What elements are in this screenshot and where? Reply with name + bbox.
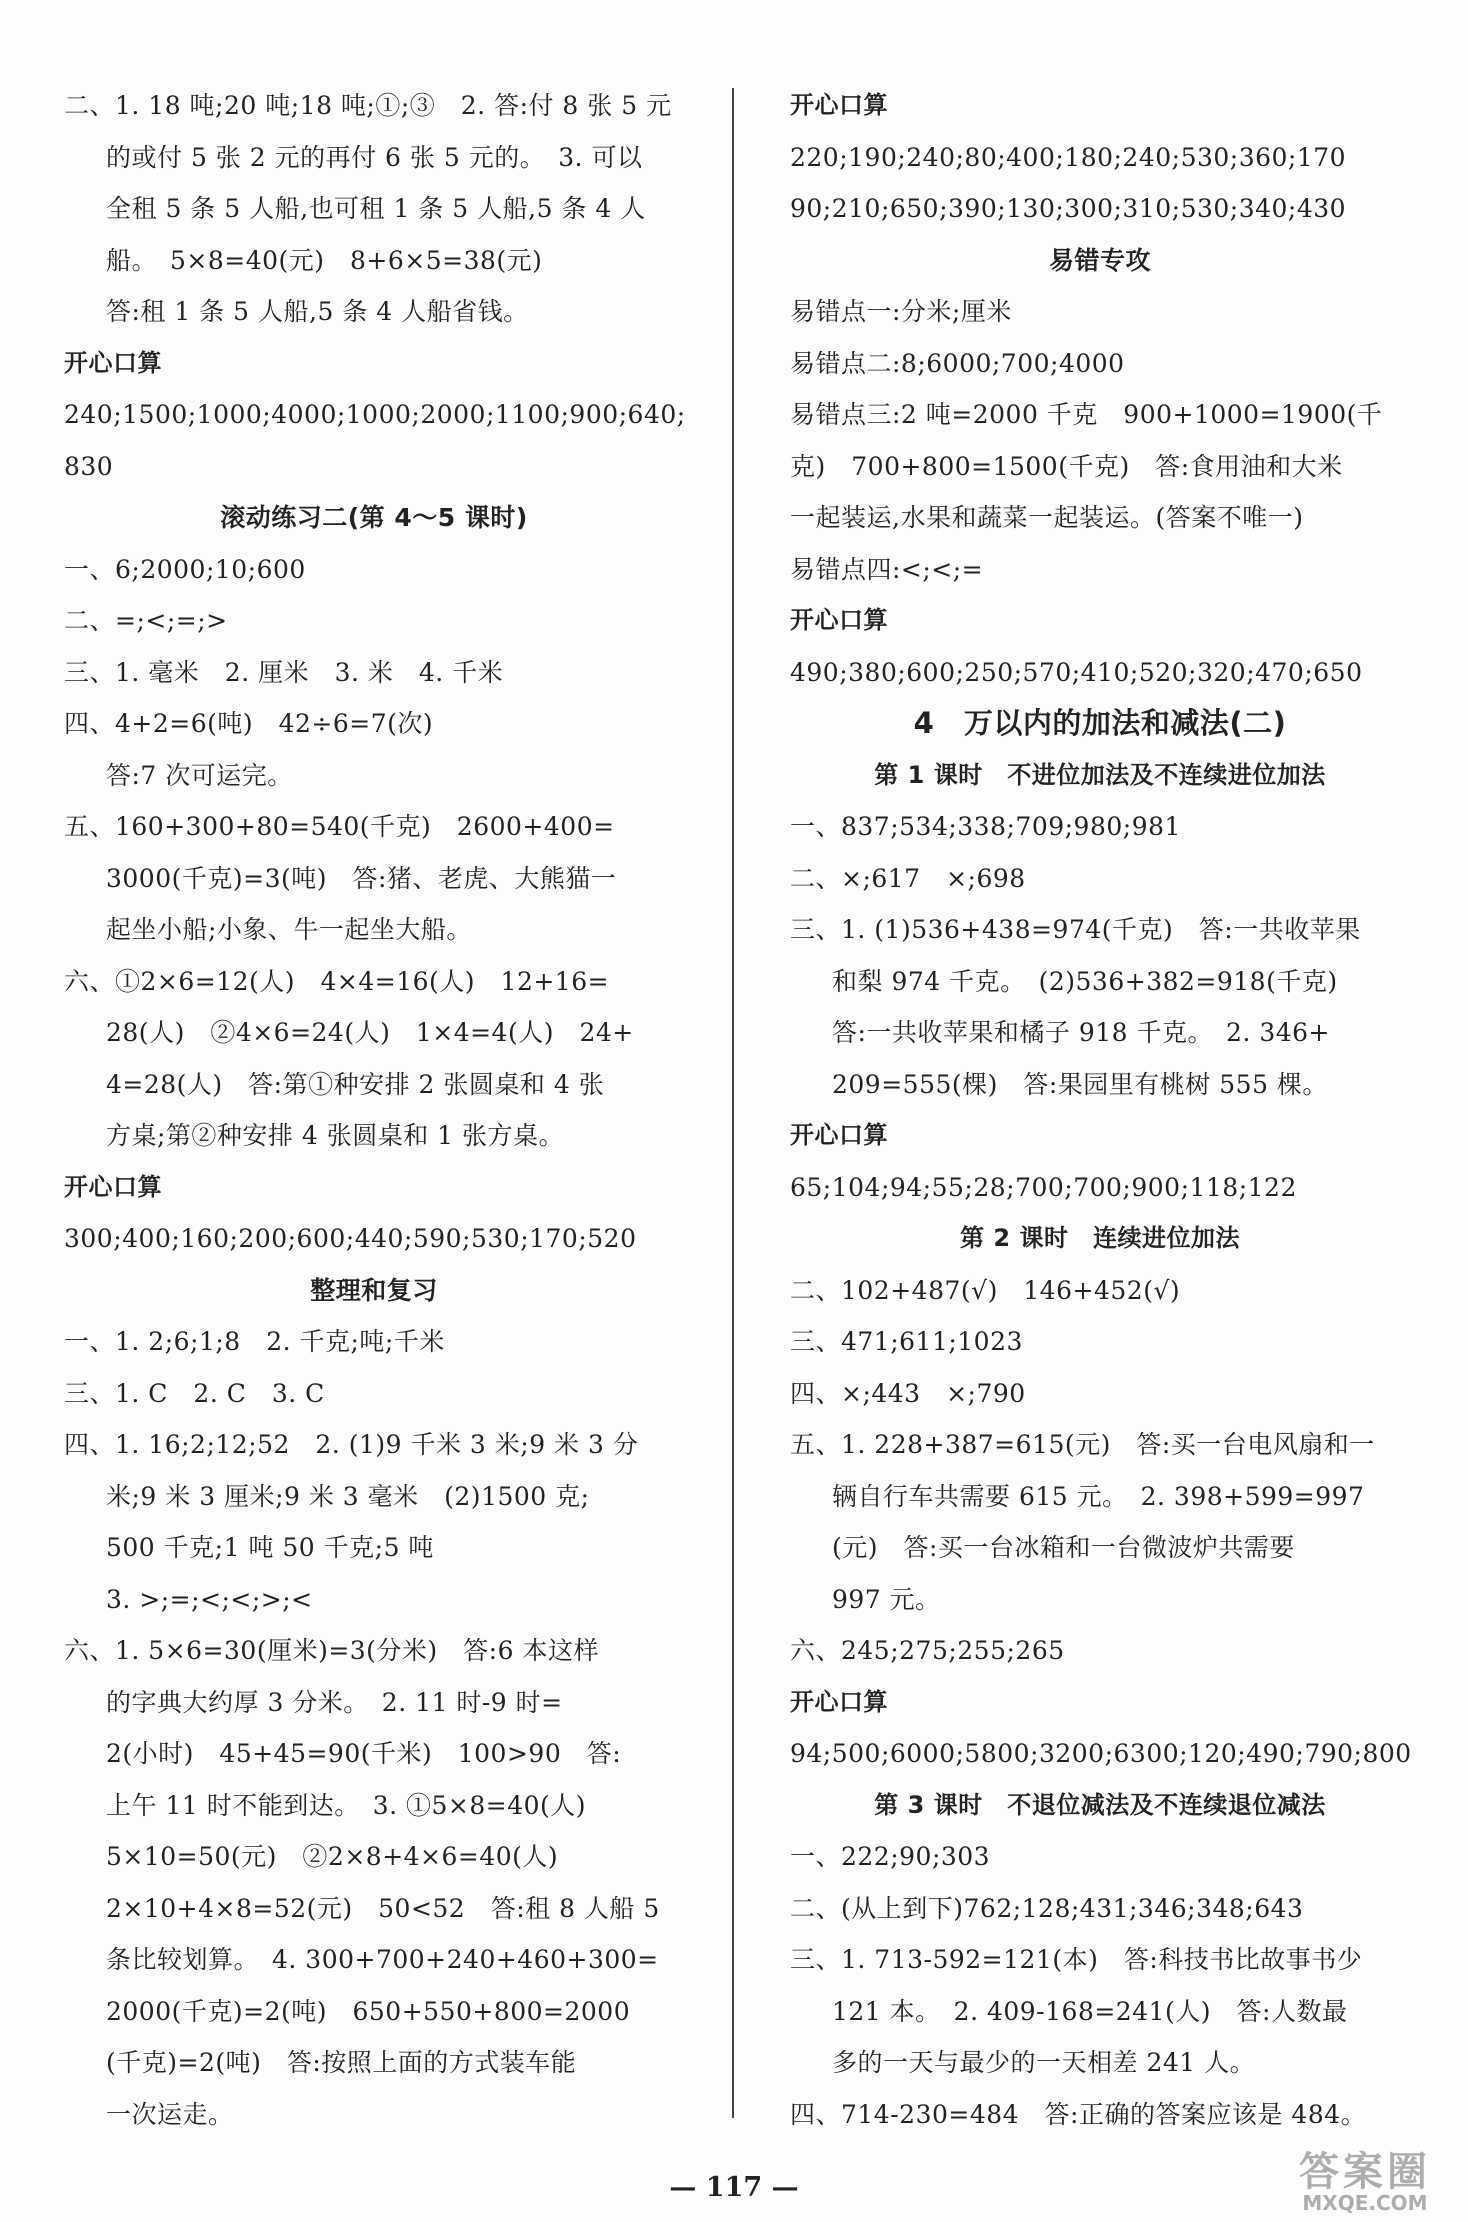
text-line: 一起装运,水果和蔬菜一起装运。(答案不唯一) [790, 503, 1304, 532]
text-line: 一、6;2000;10;600 [64, 554, 306, 584]
text-line: 300;400;160;200;600;440;590;530;170;520 [64, 1224, 637, 1253]
text-line: 多的一天与最少的一天相差 241 人。 [832, 2048, 1256, 2077]
section-title: 易错专攻 [1048, 245, 1151, 275]
text-line: 四、4+2=6(吨) 42÷6=7(次) [64, 709, 434, 738]
text-line: 二、1. 18 吨;20 吨;18 吨;①;③ 2. 答:付 8 张 5 元 [64, 91, 672, 120]
text-line: 易错点一:分米;厘米 [790, 297, 1012, 326]
text-line: 500 千克;1 吨 50 千克;5 吨 [106, 1533, 434, 1562]
column-divider [732, 88, 734, 2118]
text-line: 四、1. 16;2;12;52 2. (1)9 千米 3 米;9 米 3 分 [64, 1430, 639, 1459]
text-line: 4=28(人) 答:第①种安排 2 张圆桌和 4 张 [106, 1069, 605, 1099]
text-line: 3. >;=;<;<;>;< [106, 1584, 313, 1614]
text-line: 二、=;<;=;> [64, 606, 228, 635]
text-line: 240;1500;1000;4000;1000;2000;1100;900;640; [64, 400, 686, 429]
text-line: 上午 11 时不能到达。 3. ①5×8=40(人) [106, 1790, 587, 1820]
text-line: 四、×;443 ×;790 [790, 1378, 1026, 1408]
text-line: 辆自行车共需要 615 元。 2. 398+599=997 [832, 1481, 1365, 1511]
text-line: 三、471;611;1023 [790, 1327, 1023, 1356]
text-line: 米;9 米 3 厘米;9 米 3 毫米 (2)1500 克; [106, 1481, 590, 1511]
text-line: (元) 答:买一台冰箱和一台微波炉共需要 [832, 1533, 1295, 1562]
chapter-title: 4 万以内的加法和减法(二) [913, 706, 1287, 740]
text-line: 易错点四:<;<;= [790, 554, 984, 584]
text-line: 3000(千克)=3(吨) 答:猪、老虎、大熊猫一 [106, 863, 617, 893]
page-number: — 117 — [669, 2172, 799, 2203]
text-line: 830 [64, 451, 114, 481]
text-line: 121 本。 2. 409-168=241(人) 答:人数最 [832, 1996, 1348, 2026]
text-line: 二、102+487(√) 146+452(√) [790, 1275, 1181, 1305]
text-line: 易错点二:8;6000;700;4000 [790, 348, 1125, 378]
text-line: 一、1. 2;6;1;8 2. 千克;吨;千米 [64, 1327, 445, 1356]
text-line: 三、1. C 2. C 3. C [64, 1378, 325, 1408]
text-line: 方桌;第②种安排 4 张圆桌和 1 张方桌。 [106, 1121, 565, 1150]
text-line: 条比较划算。 4. 300+700+240+460+300= [106, 1945, 659, 1974]
text-line: 起坐小船;小象、牛一起坐大船。 [106, 915, 472, 944]
right-column [790, 80, 1410, 2140]
text-line: 三、1. 713-592=121(本) 答:科技书比故事书少 [790, 1945, 1363, 1974]
text-line: 三、1. 毫米 2. 厘米 3. 米 4. 千米 [64, 657, 504, 687]
text-line: 997 元。 [832, 1584, 941, 1614]
text-line: 209=555(棵) 答:果园里有桃树 555 棵。 [832, 1069, 1328, 1099]
text-line: 一、837;534;338;709;980;981 [790, 812, 1181, 841]
section-title: 整理和复习 [310, 1275, 438, 1305]
text-line: 全租 5 条 5 人船,也可租 1 条 5 人船,5 条 4 人 [106, 194, 646, 223]
text-line: (千克)=2(吨) 答:按照上面的方式装车能 [106, 2048, 577, 2077]
section-heading: 开心口算 [790, 1121, 888, 1149]
text-line: 易错点三:2 吨=2000 千克 900+1000=1900(千 [790, 400, 1383, 429]
text-line: 六、1. 5×6=30(厘米)=3(分米) 答:6 本这样 [64, 1636, 599, 1665]
text-line: 2(小时) 45+45=90(千米) 100>90 答: [106, 1739, 622, 1768]
section-heading: 开心口算 [64, 1172, 162, 1201]
text-line: 六、①2×6=12(人) 4×4=16(人) 12+16= [64, 966, 610, 996]
watermark-text: 答案圈 [1299, 2149, 1431, 2195]
text-line: 28(人) ②4×6=24(人) 1×4=4(人) 24+ [106, 1018, 634, 1047]
section-heading: 开心口算 [790, 1687, 888, 1716]
text-line: 65;104;94;55;28;700;700;900;118;122 [790, 1172, 1297, 1202]
watermark-logo [1270, 2149, 1460, 2216]
text-line: 四、714-230=484 答:正确的答案应该是 484。 [790, 2099, 1367, 2129]
text-line: 90;210;650;390;130;300;310;530;340;430 [790, 194, 1347, 223]
text-line: 六、245;275;255;265 [790, 1636, 1065, 1665]
text-line: 一次运走。 [106, 2099, 234, 2129]
text-line: 二、×;617 ×;698 [790, 863, 1026, 893]
text-line: 五、1. 228+387=615(元) 答:买一台电风扇和一 [790, 1430, 1375, 1459]
section-title: 滚动练习二(第 4～5 课时) [220, 503, 528, 532]
lesson-title: 第 3 课时 不退位减法及不连续退位减法 [874, 1790, 1326, 1819]
text-line: 的或付 5 张 2 元的再付 6 张 5 元的。 3. 可以 [106, 142, 643, 172]
lesson-title: 第 2 课时 连续进位加法 [960, 1224, 1240, 1252]
text-line: 490;380;600;250;570;410;520;320;470;650 [790, 657, 1363, 687]
text-line: 2000(千克)=2(吨) 650+550+800=2000 [106, 1996, 631, 2026]
text-line: 答:租 1 条 5 人船,5 条 4 人船省钱。 [106, 297, 529, 326]
text-line: 2×10+4×8=52(元) 50<52 答:租 8 人船 5 [106, 1893, 660, 1923]
text-line: 三、1. (1)536+438=974(千克) 答:一共收苹果 [790, 915, 1361, 944]
text-line: 五、160+300+80=540(千克) 2600+400= [64, 812, 615, 841]
text-line: 答:7 次可运完。 [106, 760, 293, 790]
text-line: 一、222;90;303 [790, 1842, 991, 1871]
section-heading: 开心口算 [790, 606, 888, 634]
text-line: 二、(从上到下)762;128;431;346;348;643 [790, 1893, 1304, 1923]
text-line: 220;190;240;80;400;180;240;530;360;170 [790, 142, 1347, 172]
text-line: 答:一共收苹果和橘子 918 千克。 2. 346+ [832, 1018, 1330, 1047]
section-heading: 开心口算 [64, 348, 162, 377]
text-line: 克) 700+800=1500(千克) 答:食用油和大米 [790, 451, 1343, 481]
text-line: 5×10=50(元) ②2×8+4×6=40(人) [106, 1842, 559, 1871]
lesson-title: 第 1 课时 不进位加法及不连续进位加法 [874, 760, 1326, 789]
text-line: 和梨 974 千克。 (2)536+382=918(千克) [832, 966, 1338, 996]
text-line: 的字典大约厚 3 分米。 2. 11 时-9 时= [106, 1687, 563, 1717]
text-line: 船。 5×8=40(元) 8+6×5=38(元) [106, 245, 543, 275]
left-column [64, 80, 684, 2140]
text-line: 94;500;6000;5800;3200;6300;120;490;790;800 [790, 1739, 1412, 1768]
section-heading: 开心口算 [790, 91, 888, 119]
watermark-url: MXQE.COM [1302, 2191, 1428, 2215]
